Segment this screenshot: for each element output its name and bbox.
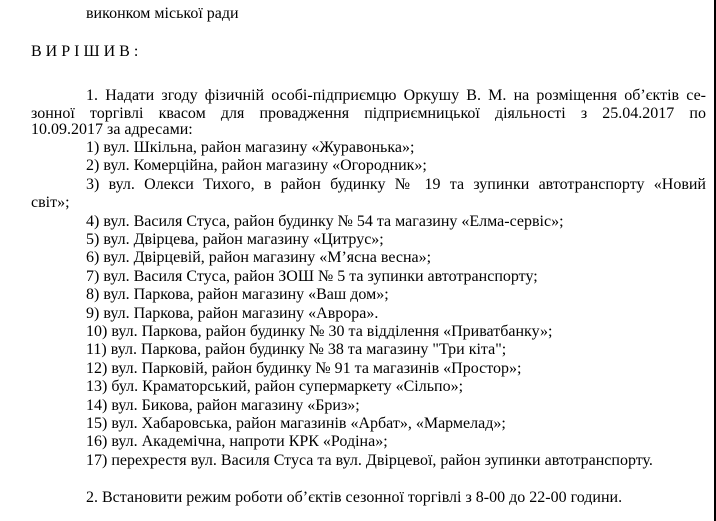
- resolution-heading: В И Р І Ш И В :: [31, 43, 139, 60]
- address-item: 7) вул. Василя Стуса, район ЗОШ № 5 та зупинки автотранспорту;: [86, 268, 538, 285]
- address-item: 16) вул. Академічна, напроти КРК «Родіна»;: [86, 433, 388, 450]
- address-item: 11) вул. Паркова, район будинку № 38 та магазину "Три кіта";: [86, 341, 507, 358]
- address-item: 3) вул. Олекси Тихого, в район будинку № 19 та зупинки автотранспорту «Новий: [86, 176, 706, 193]
- address-item: 1) вул. Шкільна, район магазину «Журавонька»;: [86, 139, 415, 156]
- address-item: 10) вул. Паркова, район будинку № 30 та відділення «Приватбанку»;: [86, 323, 553, 340]
- address-item: 8) вул. Паркова, район магазину «Ваш дом»;: [86, 286, 389, 303]
- header-line: виконком міської ради: [86, 5, 239, 22]
- address-item: 14) вул. Бикова, район магазину «Бриз»;: [86, 397, 360, 414]
- item-1-line-2: зонної торгівлі квасом для провадження підприємницької діяльності з 25.04.2017 по: [31, 105, 706, 122]
- address-item: 6) вул. Двірцевій, район магазину «М’ясна весна»;: [86, 249, 432, 266]
- address-item: 9) вул. Паркова, район магазину «Аврора».: [86, 305, 379, 322]
- item-1-line-3: 10.09.2017 за адресами:: [31, 121, 193, 138]
- address-item: 4) вул. Василя Стуса, район будинку № 54 та магазину «Елма-сервіс»;: [86, 213, 564, 230]
- item-1-line-1: 1. Надати згоду фізичній особі-підприємцю Оркушу В. М. на розміщення об’єктів се-: [86, 87, 706, 104]
- address-item: 5) вул. Двірцева, район магазину «Цитрус»;: [86, 231, 384, 248]
- address-item: 15) вул. Хабаровська, район магазинів «Арбат», «Мармелад»;: [86, 415, 506, 432]
- item-2: 2. Встановити режим роботи об’єктів сезонної торгівлі з 8-00 до 22-00 години.: [86, 489, 623, 506]
- address-item: 13) бул. Краматорський, район супермаркету «Сільпо»;: [86, 378, 464, 395]
- address-item: 17) перехрестя вул. Василя Стуса та вул. Двірцевої, район зупинки автотранспорту.: [86, 452, 653, 469]
- address-item-continuation: світ»;: [31, 194, 70, 211]
- address-item: 12) вул. Парковій, район будинку № 91 та магазинів «Простор»;: [86, 360, 522, 377]
- address-item: 2) вул. Комерційна, район магазину «Огородник»;: [86, 157, 427, 174]
